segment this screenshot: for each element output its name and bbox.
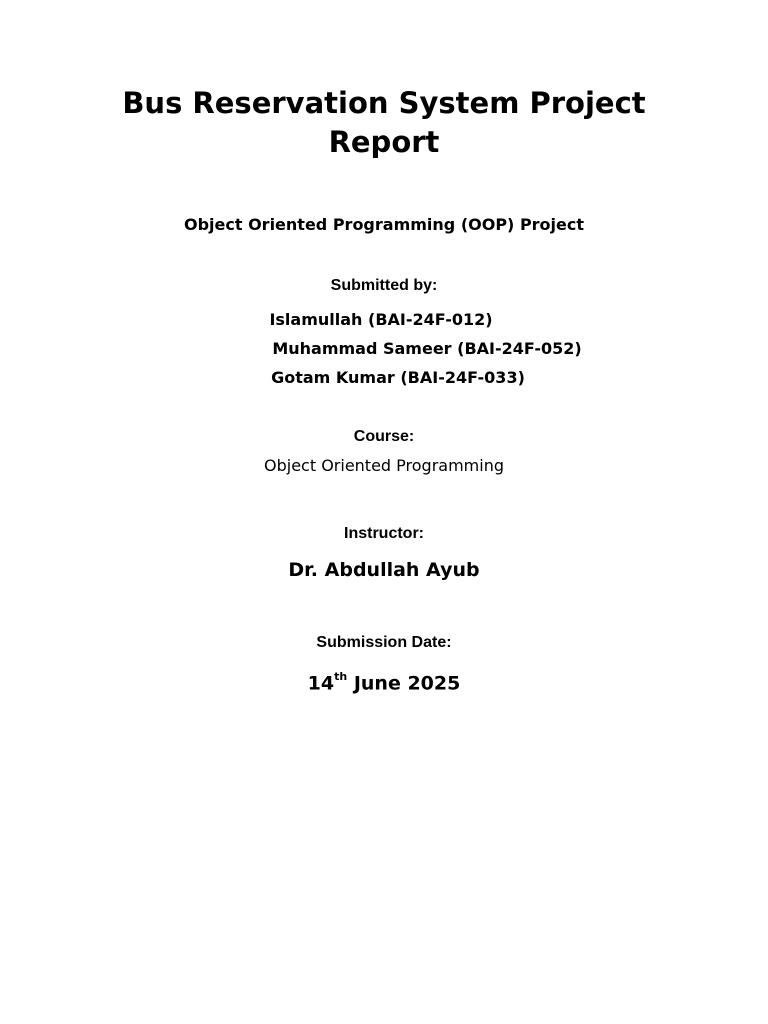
instructor-label: Instructor:	[344, 525, 424, 542]
submission-date-day: 14	[307, 672, 335, 695]
report-title: Bus Reservation System Project Report	[122, 86, 646, 159]
course-label: Course:	[353, 428, 415, 445]
submitted-by-label: Submitted by:	[330, 277, 438, 294]
author-3: Gotam Kumar (BAI-24F-033)	[271, 368, 525, 387]
submission-date	[0, 666, 768, 696]
author-2: Muhammad Sameer (BAI-24F-052)	[272, 339, 582, 358]
submission-date-suffix: th	[334, 670, 348, 683]
submission-date-month-year: June 2025	[347, 672, 461, 695]
submission-date-label: Submission Date:	[316, 634, 452, 651]
author-1: Islamullah (BAI-24F-012)	[269, 310, 493, 329]
report-subtitle: Object Oriented Programming (OOP) Project	[183, 215, 585, 234]
course-name: Object Oriented Programming	[264, 456, 504, 475]
instructor-name: Dr. Abdullah Ayub	[288, 559, 480, 581]
